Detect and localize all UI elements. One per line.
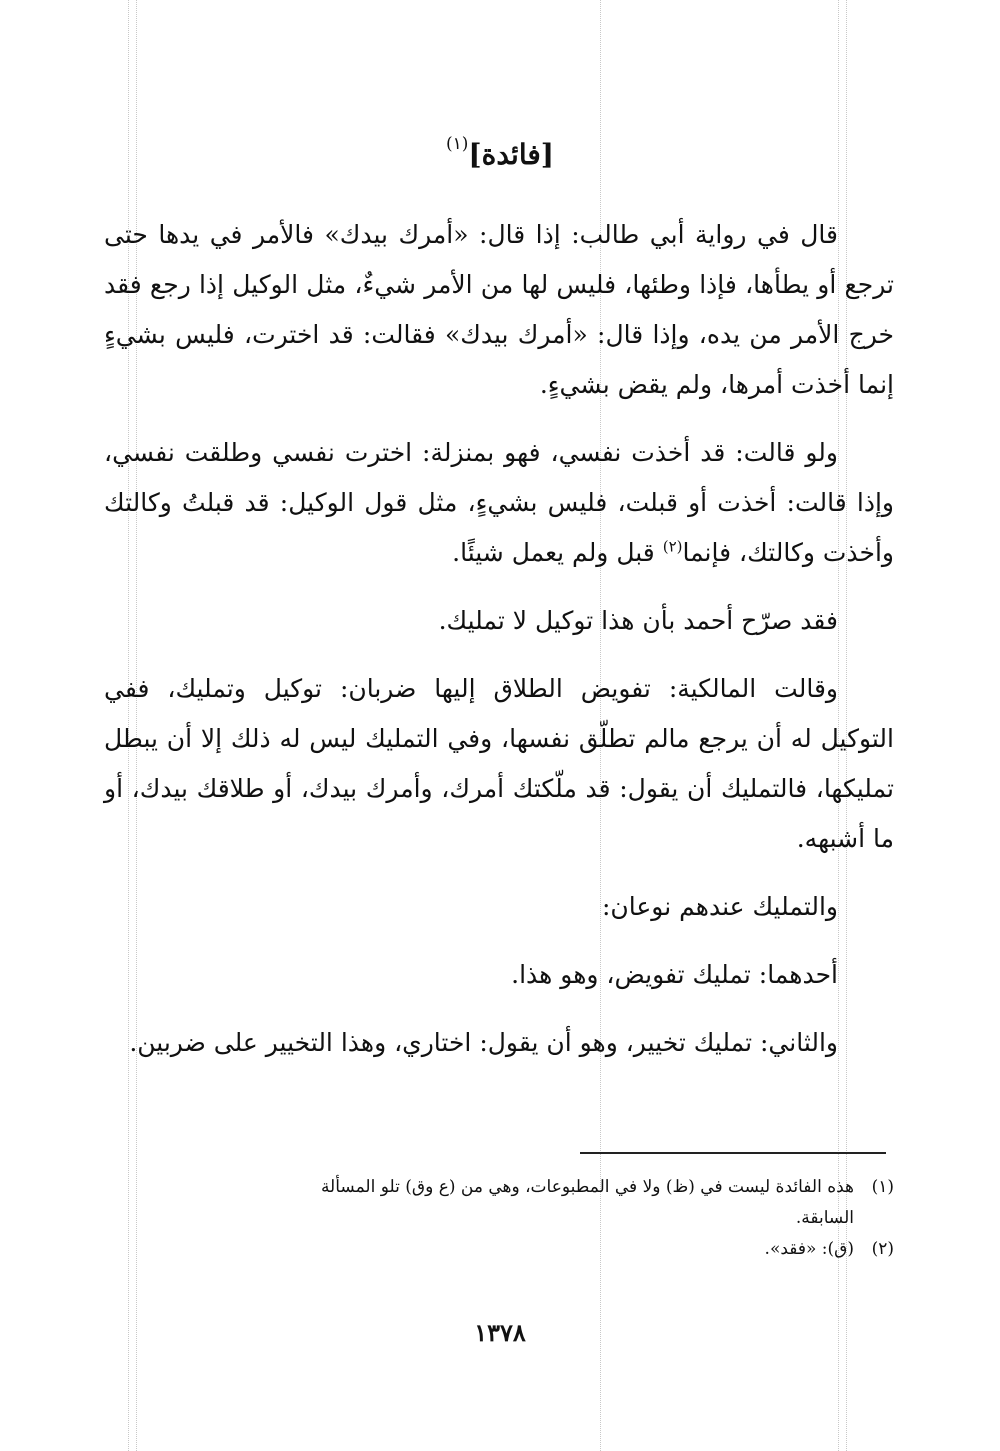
paragraph xyxy=(104,428,894,578)
heading-title: [فائدة] xyxy=(468,138,554,171)
paragraph: والثاني: تمليك تخيير، وهو أن يقول: اختاري، وهذا التخيير على ضربين. xyxy=(129,1028,838,1057)
paragraph: وقالت المالكية: تفويض الطلاق إليها ضربان: توكيل وتمليك، ففي التوكيل له أن يرجع مالم تطلّق نفسها، وفي التمليك ليس له ذلك إلا أن يبطل تمليكها، فالتمليك أن يقول: قد ملّكتك أمرك، وأمرك بيدك، أو طلاقك بيدك، أو ما أشبهه. xyxy=(104,674,894,853)
footnote xyxy=(104,1172,894,1203)
paragraph: قال في رواية أبي طالب: إذا قال: «أمرك بيدك» فالأمر في يدها حتى ترجع أو يطأها، فإذا وطئها، فليس لها من الأمر شيءٌ، مثل الوكيل إذا رجع فقد خرج الأمر من يده، وإذا قال: «أمرك بيدك» فقالت: قد اخترت، فليس بشيءٍ إنما أخذت أمرها، ولم يقض بشيءٍ. xyxy=(104,220,894,399)
paragraph: فقد صرّح أحمد بأن هذا توكيل لا تمليك. xyxy=(438,606,838,635)
footnotes xyxy=(104,1172,894,1265)
footnote-number: (١) xyxy=(871,1177,894,1197)
footnote-divider xyxy=(580,1152,886,1154)
main-text xyxy=(104,210,894,1086)
page-number: ١٣٧٨ xyxy=(474,1318,526,1347)
paragraph: والتمليك عندهم نوعان: xyxy=(601,892,838,921)
footnote-number: (٢) xyxy=(871,1239,894,1259)
paragraph-text: قبل ولم يعمل شيئًا. xyxy=(452,538,663,567)
footnote-text: هذه الفائدة ليست في (ظ) ولا في المطبوعات، وهي من (ع وق) تلو المسألة xyxy=(320,1177,854,1197)
footnote-ref: (٢) xyxy=(662,537,683,556)
footnote xyxy=(104,1234,894,1265)
paragraph: أحدهما: تمليك تفويض، وهو هذا. xyxy=(511,960,838,989)
paragraph-text: ولو قالت: قد أخذت نفسي، فهو بمنزلة: اخترت نفسي وطلقت نفسي، وإذا قالت: أخذت أو قبلت، فليس بشيءٍ، مثل قول الوكيل: قد قبلتُ وكالتك وأخذت وكالتك، فإنما xyxy=(104,438,894,567)
section-heading xyxy=(0,134,1000,171)
footnote-continuation: السابقة. xyxy=(795,1208,854,1228)
footnote-text: (ق): «فقد». xyxy=(764,1239,854,1259)
heading-footnote-ref: (١) xyxy=(446,134,469,154)
